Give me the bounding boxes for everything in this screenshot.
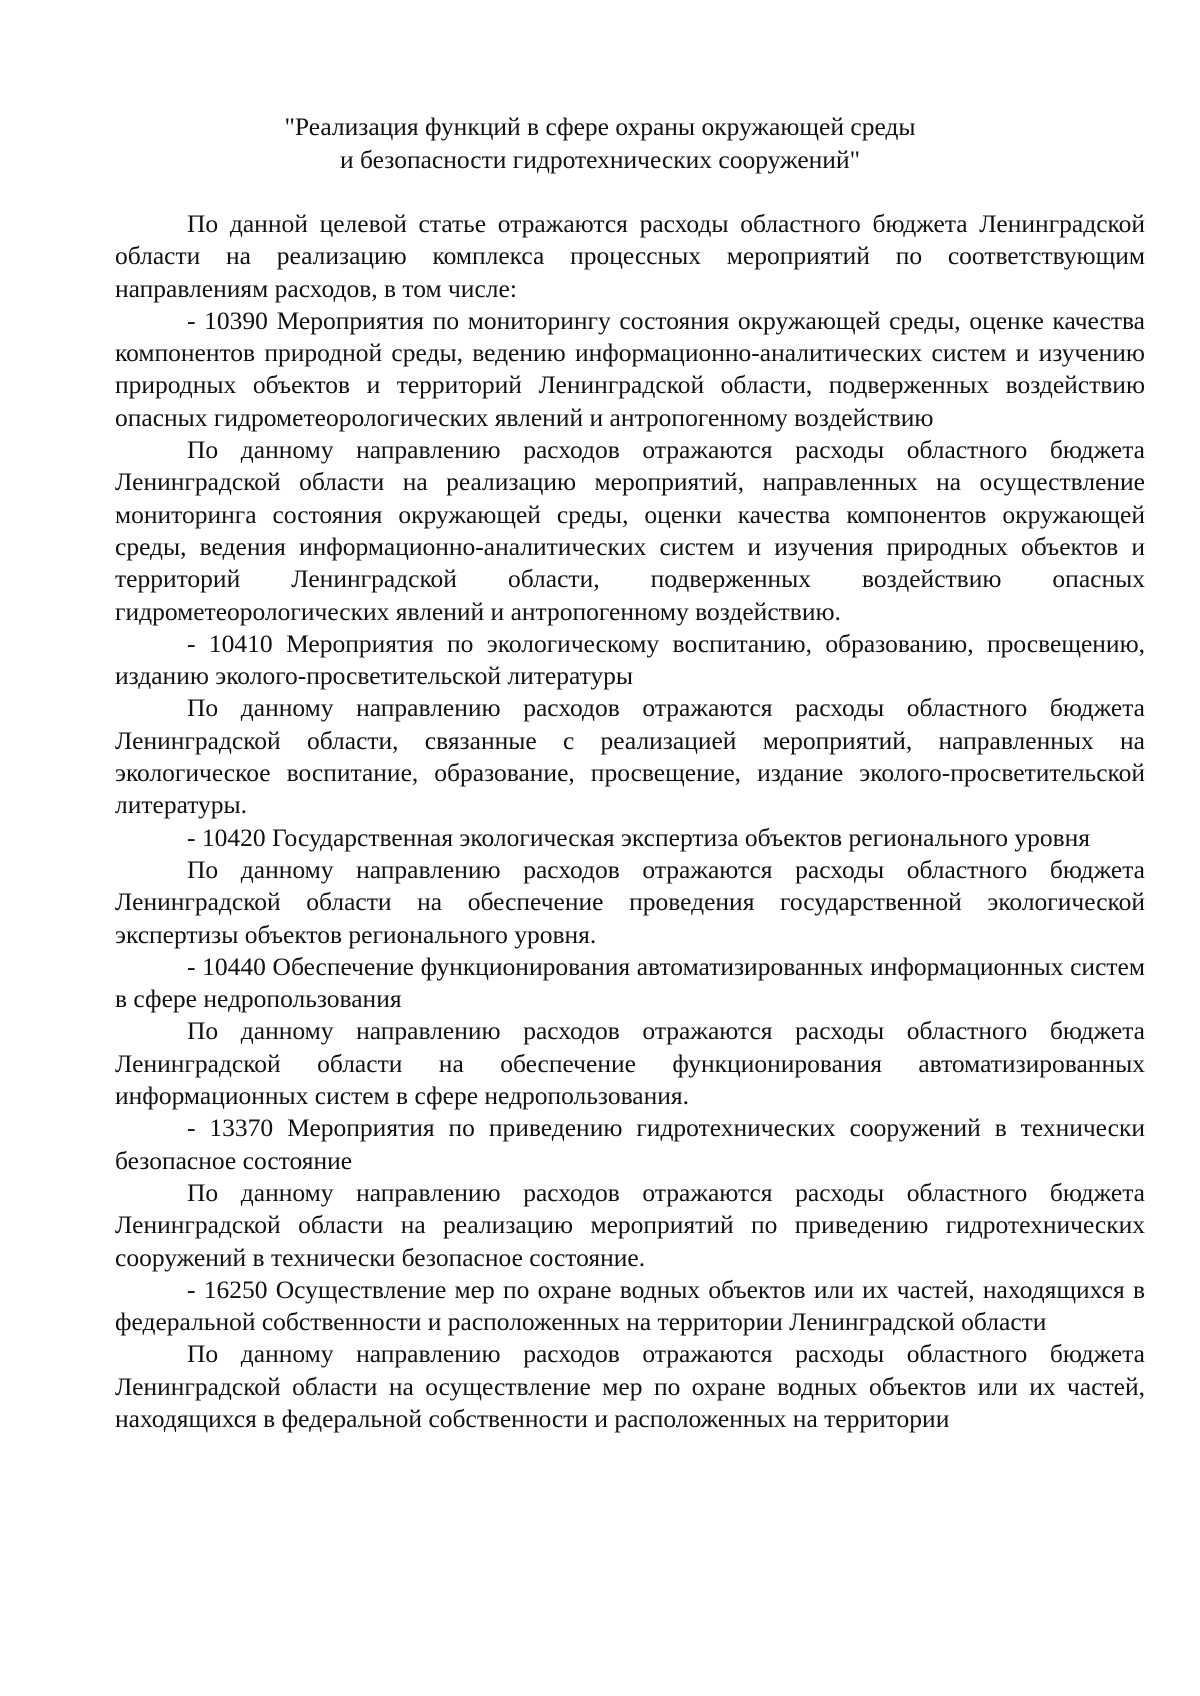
item-10410-description: По данному направлению расходов отражаются расходы областного бюджета Ленинградской области, связанные с реализацией мероприятий, направленных на экологическое воспитание, образование, просвещение, издание эколого-просветительской литературы. bbox=[115, 693, 1145, 820]
item-13370-description: По данному направлению расходов отражаются расходы областного бюджета Ленинградской области на реализацию мероприятий по приведению гидротехнических сооружений в технически безопасное состояние. bbox=[115, 1177, 1145, 1272]
document-body bbox=[115, 208, 1145, 1435]
item-10390-description: По данному направлению расходов отражаются расходы областного бюджета Ленинградской области на реализацию мероприятий, направленных на осуществление мониторинга состояния окружающей среды, оценки качества компонентов окружающей среды, ведения информационно-аналитических систем и изучения природных объектов и территорий Ленинградской области, подверженных воздействию опасных гидрометеорологических явлений и антропогенному воздействию. bbox=[115, 435, 1145, 626]
item-10390-heading: - 10390 Мероприятия по мониторингу состояния окружающей среды, оценке качества компонентов природной среды, ведению информационно-аналитических систем и изучению природных объектов и территорий Ленинградской области, подверженных воздействию опасных гидрометеорологических явлений и антропогенному воздействию bbox=[115, 305, 1145, 432]
item-10420-description: По данному направлению расходов отражаются расходы областного бюджета Ленинградской области на обеспечение проведения государственной экологической экспертизы объектов регионального уровня. bbox=[115, 854, 1145, 949]
item-16250-description: По данному направлению расходов отражаются расходы областного бюджета Ленинградской области на осуществление мер по охране водных объектов или их частей, находящихся в федеральной собственности и расположенных на территории bbox=[115, 1339, 1145, 1433]
item-10440-heading: - 10440 Обеспечение функционирования автоматизированных информационных систем в сфере недропользования bbox=[115, 951, 1145, 1014]
intro-paragraph: По данной целевой статье отражаются расходы областного бюджета Ленинградской области на реализацию комплекса процессных мероприятий по соответствующим направлениям расходов, в том числе: bbox=[115, 209, 1145, 303]
item-10440-description: По данному направлению расходов отражаются расходы областного бюджета Ленинградской области на обеспечение функционирования автоматизированных информационных систем в сфере недропользования. bbox=[115, 1016, 1145, 1111]
document-title bbox=[200, 110, 1000, 176]
title-line-1: "Реализация функций в сфере охраны окружающей среды bbox=[284, 112, 916, 141]
item-16250-heading: - 16250 Осуществление мер по охране водных объектов или их частей, находящихся в федеральной собственности и расположенных на территории Ленинградской области bbox=[115, 1274, 1145, 1337]
title-line-2: и безопасности гидротехнических сооружений" bbox=[339, 145, 861, 174]
item-10420-heading: - 10420 Государственная экологическая экспертиза объектов регионального уровня bbox=[187, 822, 1091, 852]
item-10410-heading: - 10410 Мероприятия по экологическому воспитанию, образованию, просвещению, изданию эколого-просветительской литературы bbox=[115, 628, 1145, 691]
item-13370-heading: - 13370 Мероприятия по приведению гидротехнических сооружений в технически безопасное состояние bbox=[115, 1113, 1145, 1175]
